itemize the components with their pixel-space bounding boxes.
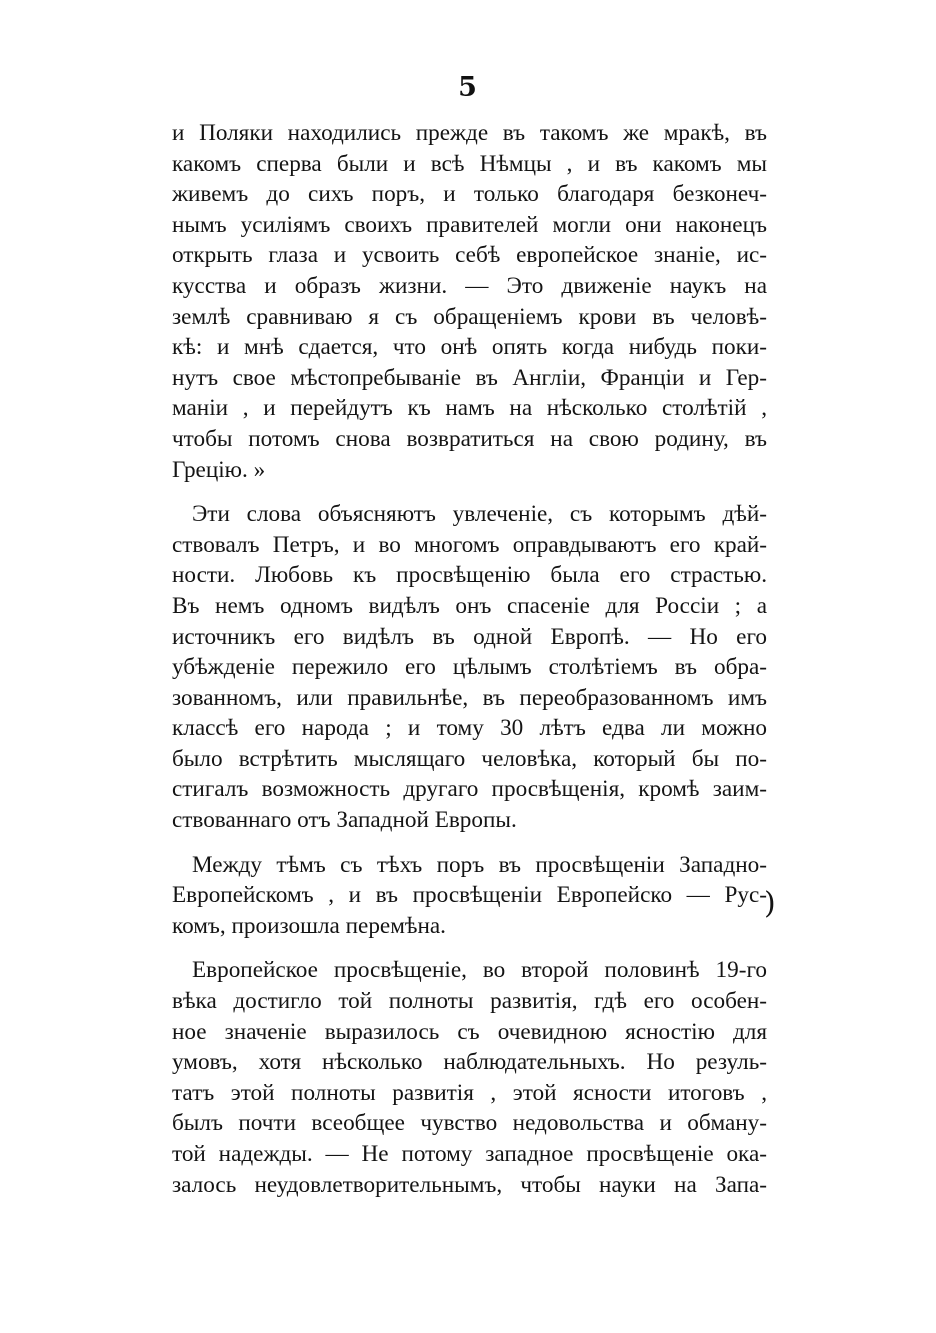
text-line: живемъ до сихъ поръ, и только благодаря безконеч-: [172, 181, 767, 208]
margin-bracket-mark: ): [764, 886, 776, 921]
body-text: [172, 118, 767, 1200]
paragraph: [172, 850, 767, 942]
text-line: открыть глаза и усвоить себѣ европейское знаніе, ис-: [172, 242, 767, 269]
text-line: нутъ свое мѣстопребываніе въ Англіи, Франціи и Гер-: [172, 364, 767, 391]
text-line: нымъ усиліямъ своихъ правителей могли они наконецъ: [172, 211, 767, 238]
text-line: землѣ сравниваю я съ обращеніемъ крови въ человѣ-: [172, 303, 767, 330]
text-line: залось неудовлетворительнымъ, чтобы науки на Запа-: [172, 1171, 767, 1198]
text-line: умовъ, хотя нѣсколько наблюдательныхъ. Но резуль-: [172, 1049, 767, 1076]
text-line: Европейское просвѣщеніе, во второй половинѣ 19-го: [192, 957, 767, 984]
text-line: Европейскомъ , и въ просвѣщеніи Европейско — Рус-: [172, 882, 767, 909]
text-line: и Поляки находились прежде въ такомъ же мракѣ, въ: [172, 120, 767, 146]
paragraph: [172, 955, 767, 1200]
text-line: было встрѣтить мыслящаго человѣка, который бы по-: [172, 745, 767, 772]
text-line: вѣка достигло той полноты развитія, гдѣ его особен-: [172, 988, 767, 1015]
text-line: той надежды. — Не потому западное просвѣщеніе ока-: [172, 1141, 767, 1167]
text-line: какомъ сперва были и всѣ Нѣмцы , и въ какомъ мы: [172, 150, 767, 177]
text-line: классѣ его народа ; и тому 30 лѣтъ едва ли можно: [172, 715, 767, 742]
paragraph: [172, 499, 767, 836]
page-number: 5: [458, 72, 478, 103]
text-line: стигалъ возможность другаго просвѣщенія, кромѣ заим-: [172, 776, 767, 803]
text-line: ствовалъ Петръ, и во многомъ оправдываютъ его край-: [172, 531, 767, 558]
text-line: ное значеніе выразилось съ очевидною ясностію для: [172, 1018, 767, 1045]
text-line: маніи , и перейдутъ къ намъ на нѣсколько столѣтій ,: [172, 395, 767, 422]
text-line: Грецію. »: [172, 456, 266, 483]
text-line: Между тѣмъ съ тѣхъ поръ въ просвѣщеніи Западно-: [192, 851, 767, 878]
text-line: былъ почти всеобщее чувство недовольства и обману-: [172, 1110, 767, 1137]
text-line: кусства и образъ жизни. — Это движеніе наукъ на: [172, 272, 767, 299]
text-line: кѣ: и мнѣ сдается, что онѣ опять когда нибудь поки-: [172, 334, 767, 361]
text-line: комъ, произошла перемѣна.: [172, 912, 446, 939]
text-line: ствованнаго отъ Западной Европы.: [172, 807, 517, 834]
text-line: убѣжденіе пережило его цѣлымъ столѣтіемъ въ обра-: [172, 654, 767, 681]
text-line: чтобы потомъ снова возвратиться на свою родину, въ: [172, 425, 767, 452]
text-line: зованномъ, или правильнѣе, въ переобразованномъ имъ: [172, 684, 767, 711]
text-line: татъ этой полноты развитія , этой ясности итоговъ ,: [172, 1079, 767, 1106]
paragraph: [172, 118, 767, 485]
text-line: Эти слова объясняютъ увлеченіе, съ которымъ дѣй-: [192, 501, 767, 528]
text-line: ности. Любовь къ просвѣщенію была его страстью.: [172, 562, 767, 589]
text-line: источникъ его видѣлъ въ одной Европѣ. — Но его: [172, 623, 767, 650]
text-line: Въ немъ одномъ видѣлъ онъ спасеніе для Россіи ; а: [172, 592, 767, 619]
